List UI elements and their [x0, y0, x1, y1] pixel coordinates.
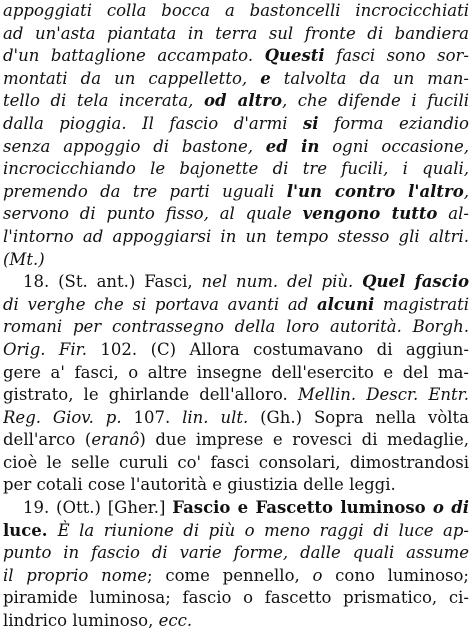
entry-19-line-3: punto in fascio di varie forme, dalle quali assume	[3, 543, 469, 563]
entry-19-line-5: piramide luminosa; fascio o fascetto prismatico, ci-	[3, 588, 469, 608]
text-line-7: senza appoggio di bastone, ed in ogni occasione,	[3, 136, 469, 156]
text-line-9: premendo da tre parti uguali l'un contro l'altro,	[3, 181, 469, 201]
entry-18-line-1: 18. (St. ant.) Fasci, nel num. del più. Quel fascio	[23, 272, 469, 292]
entry-19-line-2: luce. È la riunione di più o meno raggi di luce ap-	[3, 520, 469, 540]
text-line-11: l'intorno ad appoggiarsi in un tempo stesso gli altri.	[3, 226, 469, 246]
text-line-8: incrocicchiando le bajonette di tre fucili, i quali,	[3, 159, 469, 179]
entry-18-line-10: per cotali cose l'autorità e giustizia delle leggi.	[3, 475, 396, 495]
entry-18-line-3: romani per contrassegno della loro autorità. Borgh.	[3, 317, 469, 337]
entry-18-line-6: gistrato, le ghirlande dell'alloro. Mellin. Descr. Entr.	[3, 385, 469, 405]
text-line-3: d'un battaglione accampato. Questi fasci sono sor-	[3, 46, 469, 66]
entry-18-line-8: dell'arco (eranô) due imprese e rovesci di medaglie,	[3, 430, 469, 450]
entry-19-line-4: il proprio nome; come pennello, o cono luminoso;	[3, 565, 469, 585]
entry-19-line-6: lindrico luminoso, ecc.	[3, 611, 193, 631]
text-line-1: appoggiati colla bocca a bastoncelli incrocicchiati	[3, 1, 469, 20]
entry-19-line-1: 19. (Ott.) [Gher.] Fascio e Fascetto luminoso o di	[23, 498, 469, 518]
entry-18-line-5: gere a' fasci, o altre insegne dell'esercito e del ma-	[3, 362, 469, 382]
text-line-12: (Mt.)	[3, 249, 45, 269]
text-line-6: dalla pioggia. Il fascio d'armi si forma eziandio	[3, 113, 469, 133]
entry-18-line-7: Reg. Giov. p. 107. lin. ult. (Gh.) Sopra nella vòlta	[3, 407, 469, 427]
text-line-4: montati da un cappelletto, e talvolta da un man-	[3, 68, 469, 88]
entry-18-line-9: cioè le selle curuli co' fasci consolari, dimostrandosi	[3, 452, 469, 472]
text-line-2: ad un'asta piantata in terra sul fronte di bandiera	[3, 23, 469, 43]
entry-18-line-2: di verghe che si portava avanti ad alcuni magistrati	[3, 294, 469, 314]
text-line-5: tello di tela incerata, od altro, che difende i fucili	[3, 91, 469, 111]
entry-18-line-4: Orig. Fir. 102. (C) Allora costumavano di aggiun-	[3, 339, 469, 359]
text-line-10: servono di punto fisso, al quale vengono tutto al-	[3, 204, 469, 224]
